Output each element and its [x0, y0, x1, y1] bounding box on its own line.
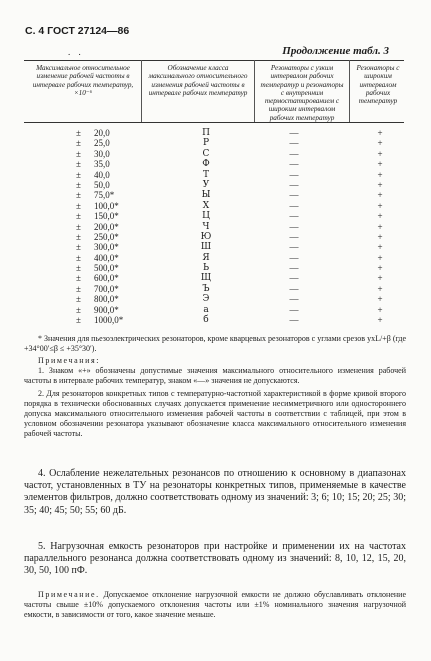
- deviation-value: 800,0*: [94, 294, 119, 305]
- page-header: С. 4 ГОСТ 27124—86: [25, 25, 130, 37]
- plus-minus-sign: ±: [76, 138, 81, 149]
- plus-minus-sign: ±: [76, 294, 81, 305]
- plus-minus-sign: ±: [76, 169, 81, 180]
- class-letter: Х: [202, 200, 210, 211]
- wide-range-mark: +: [377, 211, 383, 222]
- table-row: [24, 138, 404, 148]
- wide-range-mark: +: [377, 221, 383, 232]
- class-letter: Ц: [202, 211, 210, 222]
- narrow-range-mark: —: [289, 211, 299, 222]
- deviation-value: 75,0*: [94, 190, 115, 201]
- column-header: Максимальное относительное изменение рабочей частоты в интервале рабочих температур, ×10⁻⁶: [32, 64, 134, 97]
- wide-range-mark: +: [377, 263, 383, 274]
- class-letter: Р: [202, 138, 210, 149]
- deviation-value: 20,0: [94, 128, 110, 138]
- table-row: [24, 315, 404, 325]
- deviation-value: 100,0*: [94, 200, 119, 211]
- wide-range-mark: +: [377, 148, 383, 159]
- column-header: Резонаторы с широким интервалом рабочих температур: [356, 64, 400, 106]
- narrow-range-mark: —: [289, 263, 299, 274]
- narrow-range-mark: —: [289, 128, 299, 138]
- narrow-range-mark: —: [289, 231, 299, 242]
- class-letter: П: [202, 128, 210, 138]
- footnote-text: * Значения для пьезоэлектрических резонаторов, кроме кварцевых резонаторов с углами срезов yxL/+β (где +34°00′≤β ≤ +35°30′).: [24, 334, 406, 354]
- class-letter: Щ: [200, 273, 212, 284]
- plus-minus-sign: ±: [76, 211, 81, 222]
- deviation-value: 400,0*: [94, 252, 119, 263]
- class-letter: Ф: [202, 159, 210, 170]
- wide-range-mark: +: [377, 283, 383, 294]
- deviation-value: 250,0*: [94, 231, 119, 242]
- table-row: [24, 190, 404, 200]
- narrow-range-mark: —: [289, 221, 299, 232]
- table-row: [24, 263, 404, 273]
- frequency-class-table: [24, 60, 404, 330]
- wide-range-mark: +: [377, 200, 383, 211]
- class-letter: Э: [202, 294, 210, 305]
- deviation-value: 1000,0*: [94, 315, 124, 326]
- class-letter: Ъ: [202, 283, 210, 294]
- column-divider: [141, 60, 142, 122]
- deviation-value: 200,0*: [94, 221, 119, 232]
- column-header: Обозначение класса максимального относительного изменения рабочей частоты в интервале рабочих температур: [148, 64, 248, 97]
- table-footnote: [24, 334, 406, 354]
- class-letter: а: [203, 304, 209, 315]
- plus-minus-sign: ±: [76, 315, 81, 326]
- class-letter: У: [202, 179, 210, 190]
- table-continuation-label: Продолжение табл. 3: [282, 45, 389, 57]
- narrow-range-mark: —: [289, 190, 299, 201]
- table-row: [24, 232, 404, 242]
- plus-minus-sign: ±: [76, 221, 81, 232]
- class-letter: С: [202, 148, 210, 159]
- table-row: [24, 211, 404, 221]
- table-row: [24, 149, 404, 159]
- plus-minus-sign: ±: [76, 148, 81, 159]
- deviation-value: 25,0: [94, 138, 110, 149]
- table-row: [24, 159, 404, 169]
- narrow-range-mark: —: [289, 169, 299, 180]
- final-note: [24, 590, 406, 621]
- column-divider: [254, 60, 255, 122]
- table-row: [24, 294, 404, 304]
- paragraph-4: 4. Ослабление нежелательных резонансов по отношению к основному в диапазонах частот, установленных в ТУ на резонаторы конкретных типов, применяемые в качестве элементов фильтров, должно соответствовать одному из значений: 3; 6; 10; 15; 20; 25; 30; 35; 40; 45; 50; 55; 60 дБ.: [24, 468, 406, 516]
- narrow-range-mark: —: [289, 148, 299, 159]
- wide-range-mark: +: [377, 304, 383, 315]
- plus-minus-sign: ±: [76, 190, 81, 201]
- note-item: 2. Для резонаторов конкретных типов с температурно-частотной характеристикой в форме кривой второго порядка в технически обоснованных случаях допускается применение несимметричного или одностороннего допуска максимального относительного изменения рабочей частоты в соответствии с таблицей, при этом в условном обозначении резонатора указывают обозначение класса максимального относительного изменения рабочей частоты.: [24, 388, 406, 439]
- deviation-value: 50,0: [94, 179, 110, 190]
- class-letter: Ч: [202, 221, 210, 232]
- deviation-value: 150,0*: [94, 211, 119, 222]
- plus-minus-sign: ±: [76, 304, 81, 315]
- class-letter: Я: [202, 252, 210, 263]
- final-note-text: Допускаемое отклонение нагрузочной емкости не должно обуславливать отклонение частоты свыше ±10% допускаемого отклонения частоты или ±1% номинального значения нагрузочной емкости, в зависимости от того, какое значение меньше.: [24, 590, 406, 620]
- deviation-value: 600,0*: [94, 273, 119, 284]
- plus-minus-sign: ±: [76, 159, 81, 170]
- class-letter: Ш: [200, 242, 212, 253]
- deviation-value: 300,0*: [94, 242, 119, 253]
- class-letter: Ю: [200, 231, 212, 242]
- note-item: 1. Знаком «+» обозначены допустимые значения максимального относительного изменения рабочей частоты в интервале рабочих температур, знаком «—» значения не допускаются.: [24, 366, 406, 386]
- notes-block: [24, 356, 406, 440]
- narrow-range-mark: —: [289, 200, 299, 211]
- final-note-label: Примечание.: [38, 590, 100, 599]
- table-row: [24, 170, 404, 180]
- plus-minus-sign: ±: [76, 273, 81, 284]
- table-row: [24, 305, 404, 315]
- wide-range-mark: +: [377, 190, 383, 201]
- class-letter: Ь: [202, 263, 210, 274]
- narrow-range-mark: —: [289, 138, 299, 149]
- wide-range-mark: +: [377, 128, 383, 138]
- narrow-range-mark: —: [289, 179, 299, 190]
- wide-range-mark: +: [377, 159, 383, 170]
- plus-minus-sign: ±: [76, 179, 81, 190]
- plus-minus-sign: ±: [76, 283, 81, 294]
- plus-minus-sign: ±: [76, 231, 81, 242]
- narrow-range-mark: —: [289, 273, 299, 284]
- table-row: [24, 180, 404, 190]
- column-header: Резонаторы с узким интервалом рабочих температур и резонаторы с внутренним термостатированием с широким интервалом рабочих температур: [260, 64, 344, 122]
- narrow-range-mark: —: [289, 304, 299, 315]
- plus-minus-sign: ±: [76, 242, 81, 253]
- class-letter: Ы: [201, 190, 211, 201]
- wide-range-mark: +: [377, 242, 383, 253]
- column-divider: [349, 60, 350, 122]
- narrow-range-mark: —: [289, 252, 299, 263]
- deviation-value: 30,0: [94, 148, 110, 159]
- table-row: [24, 273, 404, 283]
- table-body: [24, 128, 404, 325]
- plus-minus-sign: ±: [76, 128, 81, 138]
- table-row: [24, 253, 404, 263]
- class-letter: Т: [202, 169, 209, 180]
- narrow-range-mark: —: [289, 315, 299, 326]
- wide-range-mark: +: [377, 294, 383, 305]
- deviation-value: 700,0*: [94, 283, 119, 294]
- plus-minus-sign: ±: [76, 200, 81, 211]
- class-letter: б: [203, 315, 209, 326]
- wide-range-mark: +: [377, 179, 383, 190]
- table-top-rule: [24, 60, 404, 61]
- wide-range-mark: +: [377, 273, 383, 284]
- narrow-range-mark: —: [289, 159, 299, 170]
- wide-range-mark: +: [377, 169, 383, 180]
- notes-title: Примечания:: [38, 356, 101, 365]
- deviation-value: 900,0*: [94, 304, 119, 315]
- narrow-range-mark: —: [289, 294, 299, 305]
- deviation-value: 40,0: [94, 169, 110, 180]
- table-header-rule: [24, 122, 404, 123]
- header-dots: . .: [68, 47, 84, 57]
- wide-range-mark: +: [377, 138, 383, 149]
- table-row: [24, 222, 404, 232]
- table-row: [24, 284, 404, 294]
- plus-minus-sign: ±: [76, 263, 81, 274]
- table-row: [24, 201, 404, 211]
- wide-range-mark: +: [377, 252, 383, 263]
- paragraph-5: 5. Нагрузочная емкость резонаторов при настройке и применении их на частотах параллельного резонанса должна соответствовать одному из значений: 8, 10, 12, 15, 20, 30, 50, 100 пФ.: [24, 541, 406, 577]
- plus-minus-sign: ±: [76, 252, 81, 263]
- deviation-value: 35,0: [94, 159, 110, 170]
- deviation-value: 500,0*: [94, 263, 119, 274]
- table-row: [24, 242, 404, 252]
- narrow-range-mark: —: [289, 242, 299, 253]
- narrow-range-mark: —: [289, 283, 299, 294]
- wide-range-mark: +: [377, 315, 383, 326]
- table-row: [24, 128, 404, 138]
- wide-range-mark: +: [377, 231, 383, 242]
